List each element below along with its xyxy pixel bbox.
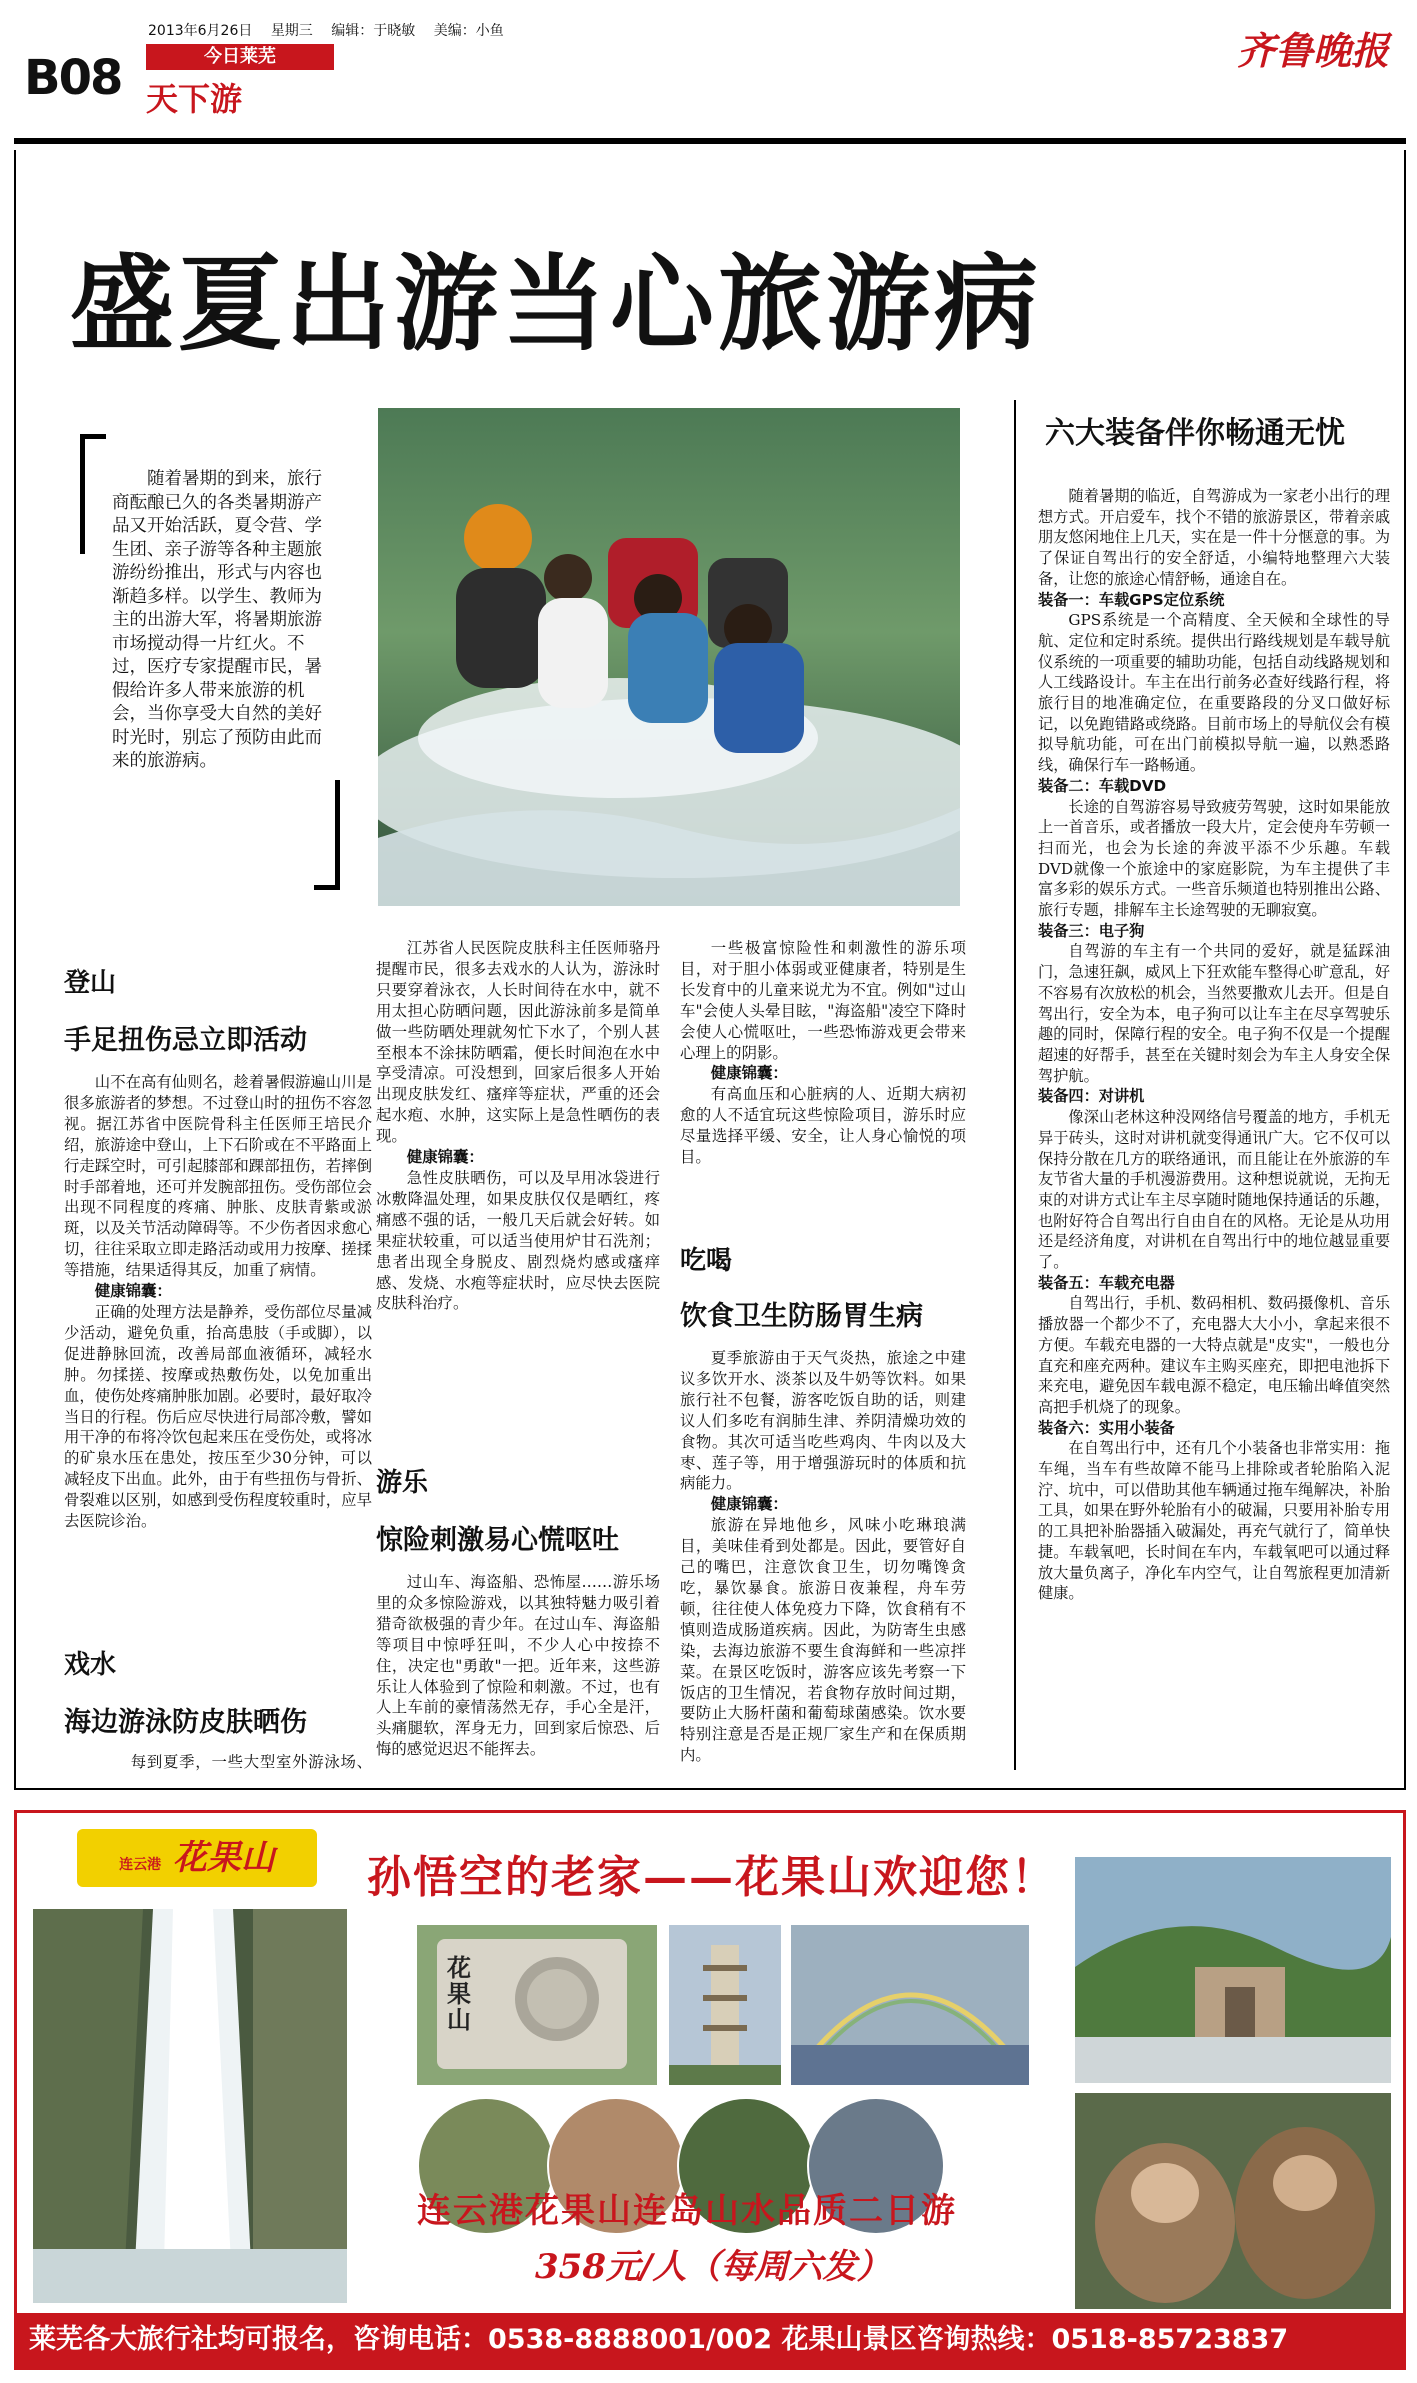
tour-name: 连云港花果山连岛山水品质二日游 — [417, 2191, 957, 2231]
designer-credit: 美编：小鱼 — [433, 23, 504, 39]
lead-bracket-open — [80, 434, 106, 554]
kicker-climb: 登山 — [64, 968, 117, 998]
huaguoshan-logo — [77, 1829, 317, 1887]
play-paragraph-3: 有高血压和心脏病的人、近期大病初愈的人不适宜玩这些惊险项目，游乐时应尽量选择平缓、安全，让人身心愉悦的项目。 — [680, 1085, 966, 1167]
gear-item-1-body: GPS系统是一个高精度、全天候和全球性的导航、定位和定时系统。提供出行路线规划是车载导航仪系统的一项重要的辅助功能，包括自动线路规划和人工线路设计。车主在出行前务必查好线路行程，将旅行目的地准确定位，在重要路段的分叉口做好标记，以免跑错路或绕路。目前市场上的导航仪会有模拟导航功能，可在出门前模拟导航一遍，以熟悉路线，确保行车一路畅通。 — [1038, 611, 1390, 775]
subhead-play: 惊险刺激易心慌呕吐 — [376, 1525, 619, 1556]
kicker-food: 吃喝 — [680, 1246, 733, 1276]
play-tip-label: 健康锦囊： — [710, 1064, 788, 1083]
lead-bracket-close — [314, 780, 340, 890]
editor-credit: 编辑：于晓敏 — [331, 23, 416, 39]
monkeys-illustration — [1075, 2093, 1391, 2309]
gear-body — [1038, 486, 1390, 1604]
water-tip-label: 健康锦囊： — [406, 1148, 484, 1167]
column-food — [680, 1348, 966, 1766]
gear-item-4-body: 像深山老林这种没网络信号覆盖的地方，手机无异于砖头，这时对讲机就变得通讯广大。它不仅可以保持分散在几方的联络通讯，而且能让在外旅游的车友节省大量的手机漫游费用。这种想说就说，无拘无束的对讲方式让车主尽享随时随地保持通话的乐趣，也附好符合自驾出行自由自在的风格。无论是从功用还是经济角度，对讲机在自驾出行中的地位越显重要了。 — [1038, 1108, 1390, 1272]
rainbow-photo — [791, 1925, 1029, 2085]
ad-contact-footer: 莱芜各大旅行社均可报名，咨询电话：0538-8888001/002 花果山景区咨询热线：0518-85723837 — [17, 2313, 1403, 2367]
column-water — [376, 938, 660, 1314]
gear-intro: 随着暑期的临近，自驾游成为一家老小出行的理想方式。开启爱车，找个不错的旅游景区，带着亲戚朋友悠闲地住上几天，实在是一件十分惬意的事。为了保证自驾出行的安全舒适，小编特地整理六大装备，让您的旅途心情舒畅，通途自在。 — [1038, 487, 1390, 588]
header-rule — [14, 138, 1406, 144]
issue-weekday: 星期三 — [270, 23, 313, 39]
lead-paragraph: 随着暑期的到来，旅行商酝酿已久的各类暑期游产品又开始活跃，夏令营、学生团、亲子游等各种主题旅游纷纷推出，形式与内容也渐趋多样。以学生、教师为主的出游大军，将暑期旅游市场搅动得一片红火。不过，医疗专家提醒市民，暑假给许多人带来旅游的机会，当你享受大自然的美好时光时，别忘了预防由此而来的旅游病。 — [112, 469, 322, 771]
column-rule — [1014, 400, 1016, 1770]
water-paragraph-2: 江苏省人民医院皮肤科主任医师骆丹提醒市民，很多去戏水的人认为，游泳时只要穿着泳衣，人长时间待在水中，就不用太担心防晒问题，因此游泳前多是简单做一些防晒处理就匆忙下水了，个别人甚至根本不涂抹防晒霜，便长时间泡在水中享受清凉。可没想到，回家后很多人开始出现皮肤发红、瘙痒等症状，严重的还会起水疱、水肿，这实际上是急性晒伤的表现。 — [376, 939, 660, 1146]
water-paragraph-3: 急性皮肤晒伤，可以及早用冰袋进行冰敷降温处理，如果皮肤仅仅是晒红，疼痛感不强的话，一般几天后就会好转。如果症状较重，可以适当使用炉甘石洗剂；患者出现全身脱皮、剧烈烧灼感或瘙痒感、发烧、水疱等症状时，应尽快去医院皮肤科治疗。 — [376, 1168, 660, 1313]
rainbow-illustration — [791, 1925, 1029, 2085]
issue-meta — [148, 20, 518, 40]
subhead-climb: 手足扭伤忌立即活动 — [64, 1025, 307, 1056]
hikers-waterfall-photo — [378, 408, 960, 906]
column-play — [680, 938, 966, 1168]
gear-item-5-body: 自驾出行，手机、数码相机、数码摄像机、音乐播放器一个都少不了，充电器大大小小，拿起来很不方便。车载充电器的一大特点就是"皮实"，一般也分直充和座充两种。建议车主购买座充，即把电池拆下来充电，避免因车载电源不稳定，电压输出峰值突然高把手机烧了的现象。 — [1038, 1294, 1390, 1416]
water-paragraph-1a: 每到夏季，一些大型室外游泳场、 — [130, 1753, 372, 1771]
logo-text: 花果山 — [172, 1838, 275, 1878]
scenic-gate-photo — [1075, 1857, 1391, 2083]
gear-item-5-head: 装备五：车载充电器 — [1038, 1273, 1175, 1292]
monkeys-photo — [1075, 2093, 1391, 2309]
column-play-start — [376, 1572, 660, 1762]
logo-city: 连云港 — [119, 1857, 162, 1873]
gear-item-4-head: 装备四：对讲机 — [1038, 1087, 1145, 1106]
waterfall-illustration — [33, 1909, 347, 2303]
gear-item-2-head: 装备二：车载DVD — [1038, 776, 1167, 795]
gate-illustration — [1075, 1857, 1391, 2083]
kicker-water: 戏水 — [64, 1650, 117, 1680]
food-paragraph-2: 旅游在异地他乡，风味小吃琳琅满目，美味佳肴到处都是。因此，要管好自己的嘴巴，注意饮食卫生，切勿嘴馋贪吃，暴饮暴食。旅游日夜兼程，舟车劳顿，往往使人体免疫力下降，饮食稍有不慎则造成肠道疾病。因此，为防寄生虫感染，去海边旅游不要生食海鲜和一些凉拌菜。在景区吃饭时，游客应该先考察一下饭店的卫生情况，若食物存放时间过期，要防止大肠杆菌和葡萄球菌感染。饮水要特别注意是否是正规厂家生产和在保质期内。 — [680, 1516, 966, 1765]
climb-tip-label: 健康锦囊： — [94, 1282, 172, 1301]
headline: 盛夏出游当心旅游病 — [70, 243, 1043, 365]
waterfall-photo — [33, 1909, 347, 2303]
gear-item-6-body: 在自驾出行中，还有几个小装备也非常实用：拖车绳，当车有些故障不能马上排除或者轮胎陷入泥泞、坑中，可以借助其他车辆通过拖车绳解决，补胎工具，如果在野外轮胎有小的破漏，只要用补胎专用的工具把补胎器插入破漏处，再充气就行了，简单快捷。车载氧吧，长时间在车内，车载氧吧可以通过释放大量负离子，净化车内空气，让自驾旅程更加清新健康。 — [1038, 1439, 1390, 1603]
water-intro — [100, 1752, 372, 1774]
huaguoshan-advertisement — [14, 1810, 1406, 2370]
gear-item-1-head: 装备一：车载GPS定位系统 — [1038, 590, 1225, 609]
column-climb — [64, 1072, 372, 1532]
pagoda-illustration — [669, 1925, 781, 2085]
section-title: 天下游 — [146, 80, 243, 118]
hikers-photo-illustration — [378, 408, 960, 906]
kicker-play: 游乐 — [376, 1468, 429, 1498]
page-number: B08 — [24, 50, 122, 106]
climb-paragraph-2: 正确的处理方法是静养，受伤部位尽量减少活动，避免负重，抬高患肢（手或脚），以促进静脉回流，改善局部血液循环，减轻水肿。勿揉搓、按摩或热敷伤处，以免加重出血，使伤处疼痛肿胀加剧。必要时，最好取冷当日的行程。伤后应尽快进行局部冷敷，譬如用干净的布将冷饮包起来压在受伤处，或将冰的矿泉水压在患处，按压至少30分钟，可以减轻皮下出血。此外，由于有些扭伤与骨折、骨裂难以区别，如感到受伤程度较重时，应早去医院诊治。 — [64, 1302, 372, 1531]
food-tip-label: 健康锦囊： — [710, 1495, 788, 1514]
gear-item-3-body: 自驾游的车主有一个共同的爱好，就是猛踩油门，急速狂飙，威风上下狂欢能车整得心旷意乱，好不容易有次放松的机会，当然要撒欢儿去开。但是自驾出行，安全为本，电子狗可以让车主在尽享驾驶乐趣的同时，保障行程的安全。电子狗不仅是一个提醒超速的好帮手，甚至在关键时刻会为车主人身安全保驾护航。 — [1038, 942, 1390, 1085]
monument-label: 花果山 — [447, 1953, 471, 2034]
gear-item-2-body: 长途的自驾游容易导致疲劳驾驶，这时如果能放上一首音乐，或者播放一段大片，定会使舟车劳顿一扫而光，也会为长途的奔波平添不少乐趣。车载DVD就像一个旅途中的家庭影院，为车主提供了丰富多彩的娱乐方式。一些音乐频道也特别推出公路、旅行专题，排解车主长途驾驶的无聊寂寞。 — [1038, 797, 1390, 920]
gear-item-3-head: 装备三：电子狗 — [1038, 921, 1145, 940]
subhead-water: 海边游泳防皮肤晒伤 — [64, 1707, 307, 1738]
food-paragraph-1: 夏季旅游由于天气炎热，旅途之中建议多饮开水、淡茶以及牛奶等饮料。如果旅行社不包餐，游客吃饭自助的话，则建议人们多吃有润肺生津、养阴清燥功效的食物。其次可适当吃些鸡肉、牛肉以及大枣、莲子等，用于增强游玩时的体质和抗病能力。 — [680, 1349, 966, 1493]
tour-price: 358元/人（每周六发） — [535, 2247, 891, 2287]
play-paragraph-2: 一些极富惊险性和刺激性的游乐项目，对于胆小体弱或亚健康者，特别是生长发育中的儿童来说尤为不宜。例如"过山车"会使人头晕目眩，"海盗船"凌空下降时会使人心慌呕吐，一些恐怖游戏更会带来心理上的阴影。 — [680, 939, 966, 1062]
play-paragraph-1: 过山车、海盗船、恐怖屋……游乐场里的众多惊险游戏，以其独特魅力吸引着猎奇欲极强的青少年。在过山车、海盗船等项目中惊呼狂叫，不少人心中按捺不住，决定也"勇敢"一把。近年来，这些游乐让人体验到了惊险和刺激。不过，也有人上车前的豪情荡然无存，手心全是汗，头痛腿软，浑身无力，回到家后惊恐、后悔的感觉迟迟不能挥去。 — [376, 1573, 660, 1759]
subhead-food: 饮食卫生防肠胃生病 — [680, 1301, 923, 1332]
climb-paragraph-1: 山不在高有仙则名，趁着暑假游遍山川是很多旅游者的梦想。不过登山时的扭伤不容忽视。据江苏省中医院骨科主任医师王培民介绍，旅游途中登山，上下石阶或在不平路面上行走踩空时，可引起膝部和踝部扭伤，若摔倒时手部着地，还可并发腕部扭伤。受伤部位会出现不同程度的疼痛、肿胀、皮肤青紫或淤斑，以及关节活动障碍等。不少伤者因求愈心切，往往采取立即走路活动或用力按摩、搓揉等措施，结果适得其反，加重了病情。 — [64, 1073, 372, 1280]
section-band: 今日莱芜 — [146, 44, 334, 70]
gear-title: 六大装备伴你畅通无忧 — [1045, 416, 1345, 451]
gear-item-6-head: 装备六：实用小装备 — [1038, 1418, 1175, 1437]
pagoda-photo — [669, 1925, 781, 2085]
ad-title: 孙悟空的老家——花果山欢迎您！ — [367, 1852, 1057, 1903]
monument-photo — [417, 1925, 657, 2085]
masthead-logo: 齐鲁晚报 — [1236, 28, 1389, 73]
issue-date: 2013年6月26日 — [148, 23, 253, 39]
